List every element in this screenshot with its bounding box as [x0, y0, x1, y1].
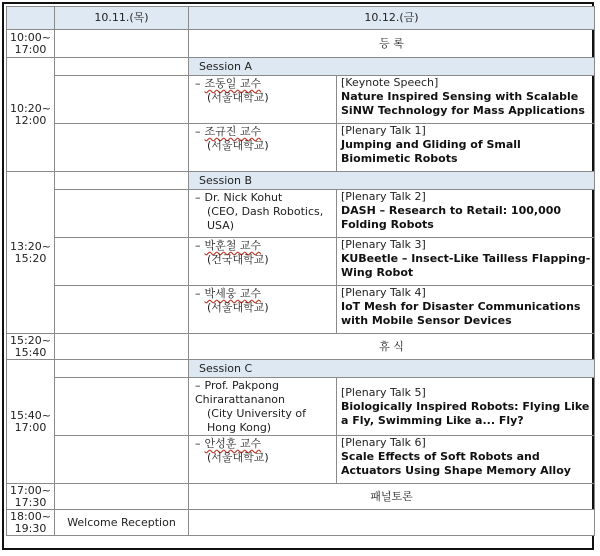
registration-row — [7, 30, 595, 58]
speaker-name: Prof. Pakpong Chirarattananon — [195, 379, 285, 406]
speaker-name: 조동일 교수 — [204, 77, 262, 90]
talk-title: Biologically Inspired Robots: Flying Like a Fly, Swimming Like a... Fly? — [341, 399, 590, 427]
time-start: 10:00~ — [10, 30, 51, 44]
speaker-affiliation: (건국대학교) — [207, 253, 269, 266]
panel-label: 패널토론 — [189, 484, 595, 510]
talk-kind: [Plenary Talk 6] — [341, 436, 426, 449]
speaker-cell: – Prof. Pakpong Chirarattananon (City University of Hong Kong) — [189, 378, 337, 436]
speaker-name: Dr. Nick Kohut — [204, 191, 283, 204]
reception-row — [7, 510, 595, 536]
talk-title: Jumping and Gliding of Small Biomimetic Robots — [341, 138, 521, 165]
day1-cell — [55, 172, 189, 190]
time-cell — [7, 334, 55, 360]
talk-cell — [337, 190, 595, 238]
talk-row — [7, 238, 595, 286]
speaker-name: 박세웅 교수 — [204, 287, 262, 300]
speaker-cell: – 조동일 교수 (서울대학교) — [189, 76, 337, 124]
talk-title: KUBeetle – Insect-Like Tailless Flapping-Wing Robot — [341, 252, 591, 279]
talk-row — [7, 124, 595, 172]
day1-cell — [55, 484, 189, 510]
header-day1: 10.11.(목) — [55, 7, 189, 30]
session-b-label: Session B — [189, 172, 595, 190]
break-label: 휴 식 — [189, 334, 595, 360]
talk-kind: [Plenary Talk 1] — [341, 124, 426, 137]
day1-cell — [55, 436, 189, 484]
time-cell — [7, 484, 55, 510]
day1-cell — [55, 124, 189, 172]
day1-cell — [55, 190, 189, 238]
speaker-affiliation: (서울대학교) — [207, 139, 269, 152]
talk-cell — [337, 238, 595, 286]
speaker-affiliation: (서울대학교) — [207, 451, 269, 464]
time-end: 15:40 — [14, 345, 47, 359]
time-end: 17:00 — [14, 420, 47, 434]
time-start: 18:00~ — [10, 509, 51, 523]
panel-row — [7, 484, 595, 510]
talk-kind: [Plenary Talk 4] — [341, 286, 426, 299]
talk-cell — [337, 76, 595, 124]
talk-row — [7, 286, 595, 334]
speaker-name: 안성훈 교수 — [204, 437, 262, 450]
break-row — [7, 334, 595, 360]
speaker-cell: – 조규진 교수 (서울대학교) — [189, 124, 337, 172]
time-start: 15:20~ — [10, 333, 51, 347]
speaker-cell: – Dr. Nick Kohut (CEO, Dash Robotics, USA) — [189, 190, 337, 238]
talk-kind: [Plenary Talk 2] — [341, 190, 426, 203]
time-start: 13:20~ — [10, 239, 51, 253]
day1-cell — [55, 286, 189, 334]
schedule-table — [6, 6, 595, 536]
speaker-name: 조규진 교수 — [204, 125, 262, 138]
time-end: 17:00 — [14, 42, 47, 56]
day1-cell — [55, 58, 189, 76]
header-day2: 10.12.(금) — [189, 7, 595, 30]
speaker-affiliation: (서울대학교) — [207, 301, 269, 314]
day1-cell — [55, 334, 189, 360]
day1-cell — [55, 30, 189, 58]
time-end: 19:30 — [14, 521, 47, 535]
time-end: 15:20 — [14, 251, 47, 265]
speaker-name: 박훈철 교수 — [204, 239, 262, 252]
talk-kind: [Plenary Talk 3] — [341, 238, 426, 251]
registration-label: 등 록 — [189, 30, 595, 58]
talk-cell — [337, 436, 595, 484]
time-end: 12:00 — [14, 113, 47, 127]
talk-title: Scale Effects of Soft Robots and Actuators Using Shape Memory Alloy — [341, 450, 571, 477]
speaker-affiliation: (City University of Hong Kong) — [207, 407, 306, 434]
talk-row — [7, 378, 595, 436]
session-a-label: Session A — [189, 58, 595, 76]
session-c-header-row — [7, 360, 595, 378]
time-start: 10:20~ — [10, 101, 51, 115]
day1-cell — [55, 378, 189, 436]
speaker-cell: – 박훈철 교수 (건국대학교) — [189, 238, 337, 286]
session-b-header-row — [7, 172, 595, 190]
session-a-header-row — [7, 58, 595, 76]
talk-kind: [Plenary Talk 5] — [341, 385, 426, 399]
day2-cell — [189, 510, 595, 536]
talk-row — [7, 190, 595, 238]
time-end: 17:30 — [14, 495, 47, 509]
time-cell — [7, 58, 55, 172]
speaker-affiliation: (서울대학교) — [207, 91, 269, 104]
day1-cell — [55, 238, 189, 286]
speaker-cell: – 박세웅 교수 (서울대학교) — [189, 286, 337, 334]
talk-title: IoT Mesh for Disaster Communications with Mobile Sensor Devices — [341, 300, 581, 327]
session-c-label: Session C — [189, 360, 595, 378]
header-row — [7, 7, 595, 30]
talk-cell — [337, 378, 595, 436]
talk-cell — [337, 124, 595, 172]
talk-row — [7, 436, 595, 484]
talk-title: Nature Inspired Sensing with Scalable SiNW Technology for Mass Applications — [341, 90, 585, 117]
talk-cell — [337, 286, 595, 334]
reception-label: Welcome Reception — [55, 510, 189, 536]
day1-cell — [55, 76, 189, 124]
speaker-affiliation: (CEO, Dash Robotics, USA) — [207, 205, 324, 232]
talk-title: DASH – Research to Retail: 100,000 Folding Robots — [341, 204, 562, 231]
time-start: 15:40~ — [10, 408, 51, 422]
time-cell — [7, 172, 55, 334]
speaker-cell: – 안성훈 교수 (서울대학교) — [189, 436, 337, 484]
day1-cell — [55, 360, 189, 378]
time-cell — [7, 30, 55, 58]
talk-row — [7, 76, 595, 124]
time-cell — [7, 360, 55, 484]
talk-kind: [Keynote Speech] — [341, 76, 439, 89]
header-time-corner — [7, 7, 55, 30]
time-start: 17:00~ — [10, 483, 51, 497]
time-cell — [7, 510, 55, 536]
